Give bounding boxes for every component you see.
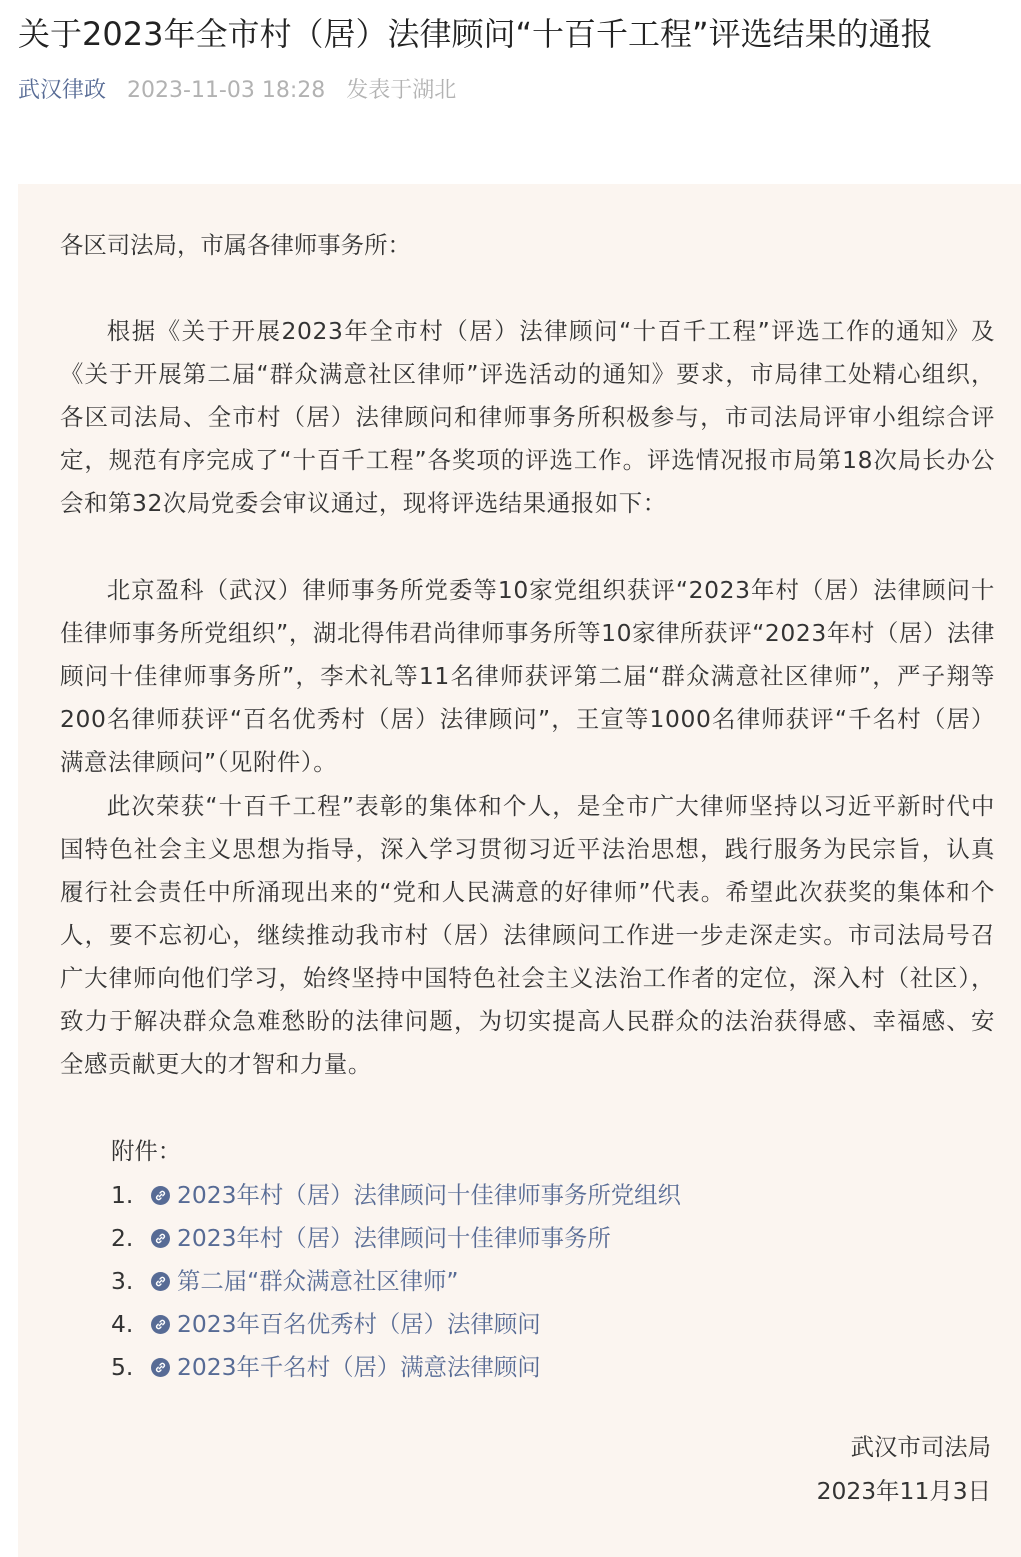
publish-datetime: 2023-11-03 18:28: [127, 78, 326, 103]
attachment-item-1[interactable]: [111, 1174, 681, 1217]
attachment-link[interactable]: 2023年村（居）法律顾问十佳律师事务所党组织: [177, 1181, 681, 1209]
attachment-item-5[interactable]: [111, 1346, 681, 1389]
attachment-item-3[interactable]: [111, 1260, 681, 1303]
attachment-link[interactable]: 2023年百名优秀村（居）法律顾问: [177, 1310, 541, 1338]
paragraph-1: 根据《关于开展2023年全市村（居）法律顾问“十百千工程”评选工作的通知》及《关于开展第二届“群众满意社区律师”评选活动的通知》要求，市局律工处精心组织，各区司法局、全市村（居）法律顾问和律师事务所积极参与，市司法局评审小组综合评定，规范有序完成了“十百千工程”各奖项的评选工作。评选情况报市局第18次局长办公会和第32次局党委会审议通过，现将评选结果通报如下：: [60, 317, 995, 517]
attachment-number: 3.: [111, 1267, 134, 1295]
attachments-list: [111, 1174, 681, 1389]
attachment-number: 4.: [111, 1310, 134, 1338]
link-icon: [151, 1315, 170, 1334]
article-body: [18, 184, 1021, 1557]
link-icon: [151, 1358, 170, 1377]
attachments-label: 附件：: [111, 1137, 182, 1165]
article-meta: [18, 74, 456, 108]
link-icon: [151, 1272, 170, 1291]
signature-organization: 武汉市司法局: [850, 1433, 991, 1461]
paragraph-2: 北京盈科（武汉）律师事务所党委等10家党组织获评“2023年村（居）法律顾问十佳律师事务所党组织”，湖北得伟君尚律师事务所等10家律所获评“2023年村（居）法律顾问十佳律师事务所”，李术礼等11名律师获评第二届“群众满意社区律师”，严子翔等200名律师获评“百名优秀村（居）法律顾问”，王宣等1000名律师获评“千名村（居）满意法律顾问”（见附件）。: [60, 576, 995, 776]
paragraph-3: 此次荣获“十百千工程”表彰的集体和个人，是全市广大律师坚持以习近平新时代中国特色社会主义思想为指导，深入学习贯彻习近平法治思想，践行服务为民宗旨，认真履行社会责任中所涌现出来的“党和人民满意的好律师”代表。希望此次获奖的集体和个人，要不忘初心，继续推动我市村（居）法律顾问工作进一步走深走实。市司法局号召广大律师向他们学习，始终坚持中国特色社会主义法治工作者的定位，深入村（社区），致力于解决群众急难愁盼的法律问题，为切实提高人民群众的法治获得感、幸福感、安全感贡献更大的才智和力量。: [60, 792, 995, 1078]
account-name-link[interactable]: 武汉律政: [18, 78, 107, 103]
attachment-link[interactable]: 2023年村（居）法律顾问十佳律师事务所: [177, 1224, 611, 1252]
article-title: 关于2023年全市村（居）法律顾问“十百千工程”评选结果的通报: [18, 15, 933, 53]
attachment-item-4[interactable]: [111, 1303, 681, 1346]
attachment-item-2[interactable]: [111, 1217, 681, 1260]
attachment-link[interactable]: 第二届“群众满意社区律师”: [177, 1267, 459, 1295]
attachment-number: 1.: [111, 1181, 134, 1209]
signature-date: 2023年11月3日: [816, 1477, 991, 1505]
attachment-number: 2.: [111, 1224, 134, 1252]
publish-location: 发表于湖北: [346, 78, 457, 103]
attachment-number: 5.: [111, 1353, 134, 1381]
attachment-link[interactable]: 2023年千名村（居）满意法律顾问: [177, 1353, 541, 1381]
link-icon: [151, 1229, 170, 1248]
link-icon: [151, 1186, 170, 1205]
salutation: 各区司法局，市属各律师事务所：: [60, 231, 411, 259]
